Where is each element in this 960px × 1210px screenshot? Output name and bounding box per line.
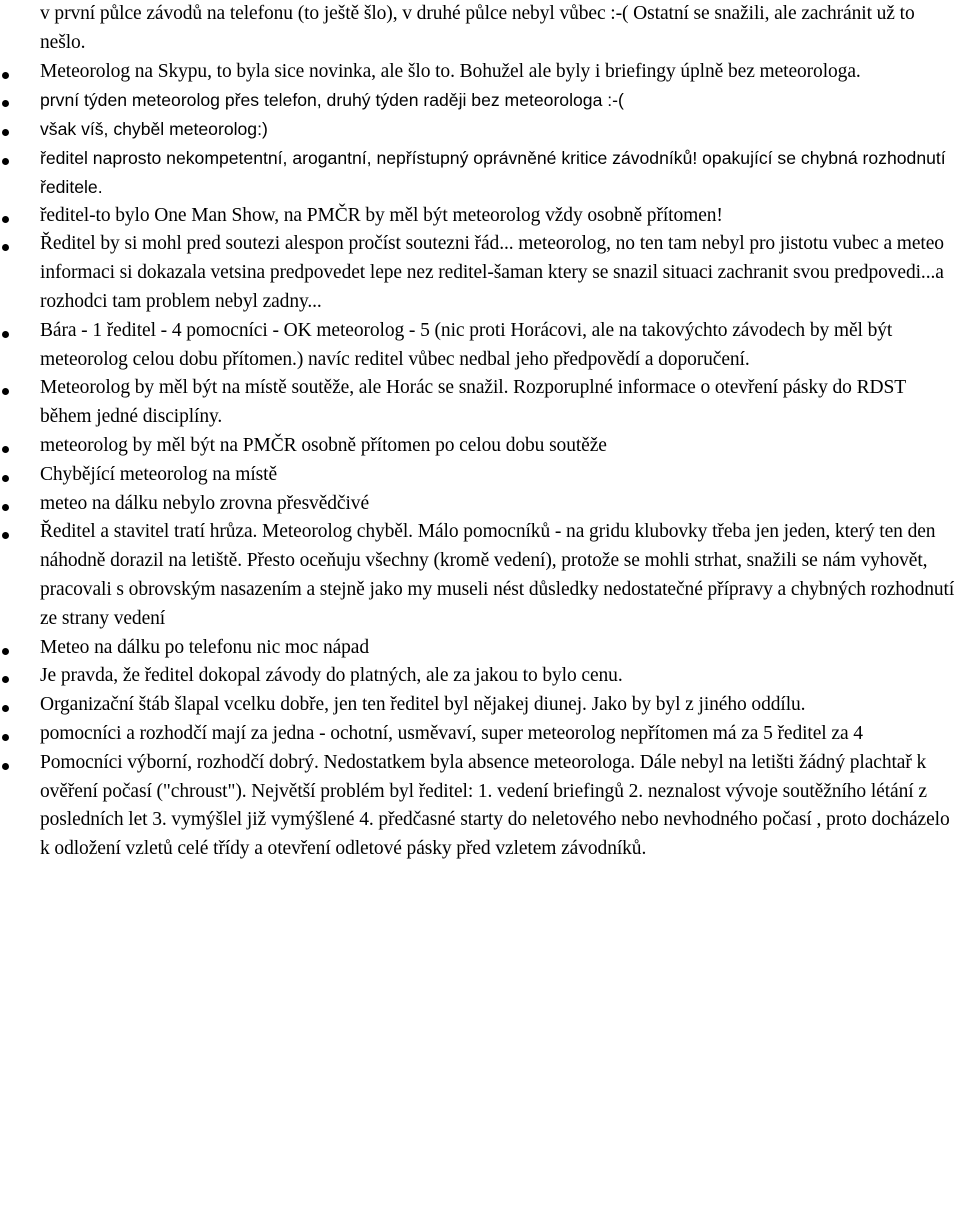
comment-text: Meteorolog by měl být na místě soutěže, ale Horác se snažil. Rozporuplné informace o otevření pásky do RDST během jedné disciplíny. (40, 377, 906, 428)
comment-text: Bára - 1 ředitel - 4 pomocníci - OK meteorolog - 5 (nic proti Horácovi, ale na takovýchto závodech by měl být meteorolog celou dobu přítomen.) navíc reditel vůbec nedbal jeho předpovědí a doporučení. (40, 319, 893, 370)
comment-text: Pomocníci výborní, rozhodčí dobrý. Nedostatkem byla absence meteorologa. Dále nebyl na letišti žádný plachtař k ověření počasí ("chroust"). Největší problém byl ředitel: 1. vedení briefingů 2. neznalost vývoje soutěžního létání z posledních let 3. vymýšlel již vymýšlené 4. předčasné starty do neletového nebo nevhodného počasí , proto docházelo k odložení vzletů celé třídy a otevření odletové pásky před vzletem závodníků. (40, 751, 950, 860)
comment-item (0, 432, 960, 461)
comment-item (0, 230, 960, 316)
comment-text: meteo na dálku nebylo zrovna přesvědčivé (40, 492, 369, 514)
comment-item (0, 749, 960, 864)
comment-item (0, 202, 960, 231)
comment-item (0, 317, 960, 375)
bullet-icon (2, 504, 9, 511)
comment-item (0, 634, 960, 663)
bullet-icon (2, 734, 9, 741)
comment-item (0, 720, 960, 749)
bullet-icon (2, 475, 9, 482)
comment-text: první týden meteorolog přes telefon, druhý týden raději bez meteorologa :-( (40, 90, 624, 111)
bullet-icon (2, 100, 9, 107)
bullet-icon (2, 532, 9, 539)
comment-item (0, 144, 960, 202)
comment-item (0, 490, 960, 519)
bullet-icon (2, 446, 9, 453)
comment-text: Meteo na dálku po telefonu nic moc nápad (40, 636, 370, 658)
comment-item (0, 115, 960, 144)
bullet-icon (2, 129, 9, 136)
bullet-icon (2, 331, 9, 338)
comment-item (0, 374, 960, 432)
bullet-icon (2, 216, 9, 223)
comment-text: ředitel-to bylo One Man Show, na PMČR by měl být meteorolog vždy osobně přítomen! (40, 204, 723, 226)
comment-item (0, 691, 960, 720)
comment-item (0, 58, 960, 87)
comment-text: Organizační štáb šlapal vcelku dobře, jen ten ředitel byl nějakej diunej. Jako by byl z jiného oddílu. (40, 694, 806, 716)
comment-text: Je pravda, že ředitel dokopal závody do platných, ale za jakou to bylo cenu. (40, 665, 623, 687)
comment-item (0, 662, 960, 691)
comment-text: Chybějící meteorolog na místě (40, 463, 278, 485)
comment-text: Ředitel by si mohl pred soutezi alespon pročíst soutezni řád... meteorolog, no ten tam nebyl pro jistotu vubec a meteo informaci si dokazala vetsina predpovedet lepe nez reditel-šaman ktery se snazil situaci zachranit svou predpovedi...a rozhodci tam problem nebyl zadny... (40, 233, 944, 312)
comment-text: pomocníci a rozhodčí mají za jedna - ochotní, usměvaví, super meteorolog nepřítomen má za 5 ředitel za 4 (40, 722, 863, 744)
comment-text: Meteorolog na Skypu, to byla sice novinka, ale šlo to. Bohužel ale byly i briefingy úplně bez meteorologa. (40, 60, 861, 82)
comment-text: meteorolog by měl být na PMČR osobně přítomen po celou dobu soutěže (40, 434, 607, 456)
bullet-icon (2, 244, 9, 251)
continued-comment-text: v první půlce závodů na telefonu (to ještě šlo), v druhé půlce nebyl vůbec :-( Ostatní se snažili, ale zachránit už to nešlo. (40, 3, 920, 53)
bullet-icon (2, 705, 9, 712)
bullet-icon (2, 676, 9, 683)
comment-text: Ředitel a stavitel tratí hrůza. Meteorolog chyběl. Málo pomocníků - na gridu klubovky třeba jen jeden, který ten den náhodně dorazil na letiště. Přesto oceňuju všechny (kromě vedení), protože se mohli strhat, snažili se nám vyhovět, pracovali s obrovským nasazením a stejně jako my museli nést důsledky nedostatečné přípravy a chybných rozhodnutí ze strany vedení (40, 521, 955, 629)
bullet-icon (2, 72, 9, 79)
comment-text: ředitel naprosto nekompetentní, arogantní, nepřístupný oprávněné kritice závodníků! opakující se chybná rozhodnutí ředitele. (40, 147, 946, 197)
comment-list (0, 58, 960, 864)
bullet-icon (2, 388, 9, 395)
bullet-icon (2, 158, 9, 165)
bullet-icon (2, 763, 9, 770)
comment-item (0, 461, 960, 490)
bullet-icon (2, 648, 9, 655)
comment-item (0, 518, 960, 633)
comment-item (0, 86, 960, 115)
comment-text: však víš, chyběl meteorolog:) (40, 119, 268, 140)
